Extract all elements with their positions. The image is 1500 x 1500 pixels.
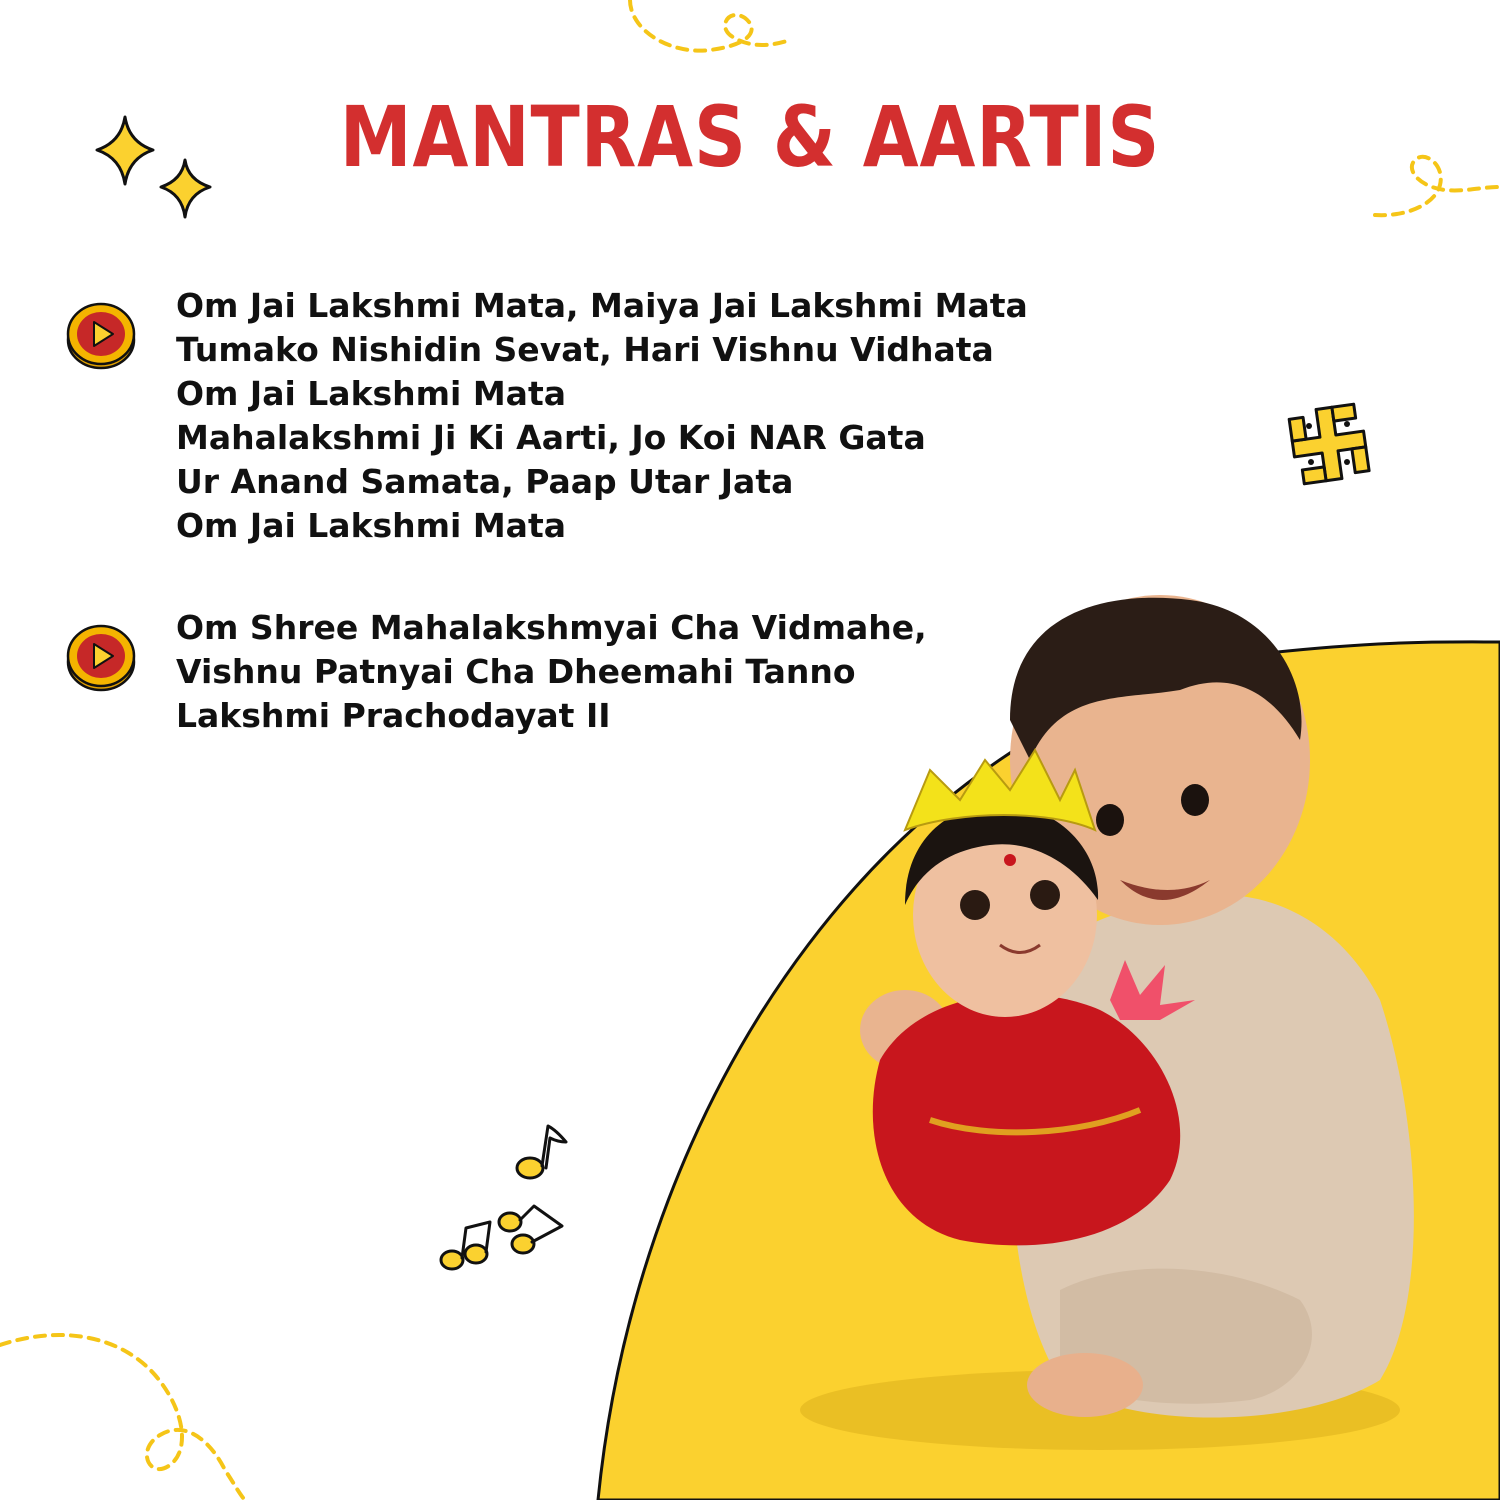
verse-lines bbox=[176, 284, 1028, 548]
verse-line: Ur Anand Samata, Paap Utar Jata bbox=[176, 462, 794, 501]
page-title: MANTRAS & AARTIS bbox=[339, 88, 1161, 186]
verse-line: Om Jai Lakshmi Mata bbox=[176, 506, 566, 545]
verse-line: Om Jai Lakshmi Mata bbox=[176, 374, 566, 413]
verse-line: Mahalakshmi Ji Ki Aarti, Jo Koi NAR Gata bbox=[176, 418, 926, 457]
verse-line: Vishnu Patnyai Cha Dheemahi Tanno bbox=[176, 652, 856, 691]
dashed-swirl-top bbox=[610, 0, 810, 70]
verse-line: Om Shree Mahalakshmyai Cha Vidmahe, bbox=[176, 608, 927, 647]
verse-line: Om Jai Lakshmi Mata, Maiya Jai Lakshmi Mata bbox=[176, 286, 1028, 325]
verse-line: Lakshmi Prachodayat II bbox=[176, 696, 611, 735]
verse-lines bbox=[176, 606, 927, 738]
verse-line: Tumako Nishidin Sevat, Hari Vishnu Vidhata bbox=[176, 330, 994, 369]
swastika-icon bbox=[1283, 398, 1375, 490]
dashed-swirl-bottom-left bbox=[0, 1320, 260, 1500]
yellow-arc bbox=[598, 642, 1500, 1500]
play-icon[interactable] bbox=[66, 300, 136, 370]
play-icon[interactable] bbox=[66, 622, 136, 692]
music-notes-icon bbox=[438, 1120, 573, 1280]
